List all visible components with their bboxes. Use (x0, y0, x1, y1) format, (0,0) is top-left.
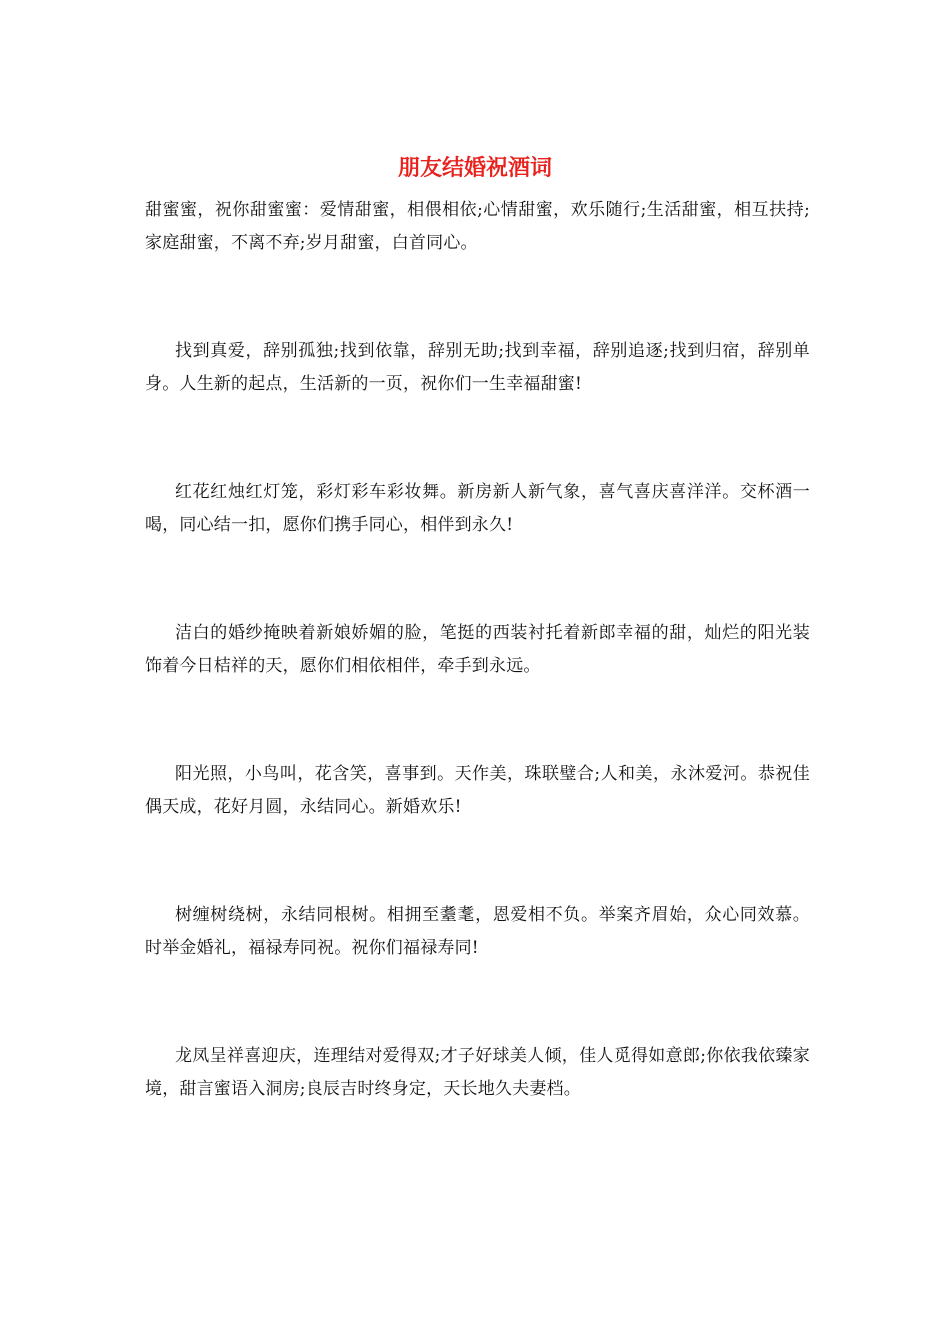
paragraph: 龙凤呈祥喜迎庆，连理结对爱得双;才子好球美人倾，佳人觅得如意郎;你依我依臻家境，甜言蜜语入洞房;良辰吉时终身定，天长地久夫妻档。 (145, 1046, 810, 1099)
paragraph: 红花红烛红灯笼，彩灯彩车彩妆舞。新房新人新气象，喜气喜庆喜洋洋。交杯酒一喝，同心结一扣，愿你们携手同心，相伴到永久! (145, 482, 810, 535)
paragraph: 阳光照，小鸟叫，花含笑，喜事到。天作美，珠联璧合;人和美，永沐爱河。恭祝佳偶天成，花好月圆，永结同心。新婚欢乐! (145, 764, 810, 817)
paragraph: 树缠树绕树，永结同根树。相拥至耋耄，恩爱相不负。举案齐眉始，众心同效慕。时举金婚礼，福禄寿同祝。祝你们福禄寿同! (145, 905, 810, 958)
document-title: 朋友结婚祝酒词 (397, 155, 552, 181)
paragraph: 洁白的婚纱掩映着新娘娇媚的脸，笔挺的西装衬托着新郎幸福的甜，灿烂的阳光装饰着今日桔祥的天，愿你们相依相伴，牵手到永远。 (145, 623, 810, 676)
paragraph: 甜蜜蜜，祝你甜蜜蜜：爱情甜蜜，相偎相依;心情甜蜜，欢乐随行;生活甜蜜，相互扶持;家庭甜蜜，不离不弃;岁月甜蜜，白首同心。 (145, 200, 810, 253)
paragraph: 找到真爱，辞别孤独;找到依靠，辞别无助;找到幸福，辞别追逐;找到归宿，辞别单身。人生新的起点，生活新的一页，祝你们一生幸福甜蜜! (145, 341, 810, 394)
